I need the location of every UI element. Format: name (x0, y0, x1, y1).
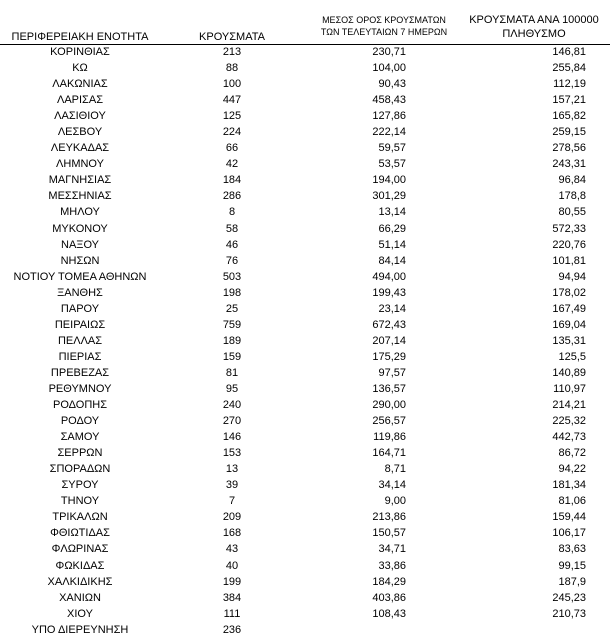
cases-cell: 39 (225, 479, 239, 492)
rate-per-100k-cell: 135,31 (552, 334, 586, 347)
table-row (0, 541, 615, 557)
table-row (0, 381, 615, 397)
rate-per-100k-cell: 255,84 (552, 62, 586, 75)
header-cases: ΚΡΟΥΣΜΑΤΑ (199, 31, 265, 43)
region-cell: ΝΗΣΩΝ (60, 254, 100, 267)
cases-cell: 95 (225, 382, 239, 395)
cases-cell: 286 (222, 190, 242, 203)
seven-day-average-cell: 127,86 (372, 110, 406, 123)
region-cell: ΡΕΘΥΜΝΟΥ (48, 382, 112, 395)
seven-day-average-cell: 108,43 (372, 607, 406, 620)
region-cell: ΜΑΓΝΗΣΙΑΣ (48, 174, 112, 187)
rate-per-100k-cell: 225,32 (552, 415, 586, 428)
header-cases-per-100k (458, 13, 610, 41)
cases-cell: 100 (222, 78, 242, 91)
seven-day-average-cell: 59,57 (378, 142, 406, 155)
table-row (0, 156, 615, 172)
table-row (0, 333, 615, 349)
rate-per-100k-cell: 442,73 (552, 431, 586, 444)
cases-cell: 447 (222, 94, 242, 107)
rate-per-100k-cell: 214,21 (552, 399, 586, 412)
table-row (0, 397, 615, 413)
header-avg-line2: ΤΩΝ ΤΕΛΕΥΤΑΙΩΝ 7 ΗΜΕΡΩΝ (320, 27, 448, 37)
seven-day-average-cell: 213,86 (372, 511, 406, 524)
table-row (0, 221, 615, 237)
table-row (0, 124, 615, 140)
table-row (0, 606, 615, 622)
region-cell: ΠΡΕΒΕΖΑΣ (50, 366, 110, 379)
cases-cell: 76 (225, 254, 239, 267)
cases-cell: 209 (222, 511, 242, 524)
seven-day-average-cell: 136,57 (372, 382, 406, 395)
region-cell: ΡΟΔΟΠΗΣ (52, 399, 108, 412)
rate-per-100k-cell: 112,19 (553, 78, 586, 91)
header-rate-line1: ΚΡΟΥΣΜΑΤΑ ΑΝΑ 100000 (469, 14, 599, 26)
rate-per-100k-cell: 169,04 (552, 318, 586, 331)
region-cell: ΛΑΚΩΝΙΑΣ (52, 78, 108, 91)
rate-per-100k-cell: 181,34 (552, 479, 586, 492)
seven-day-average-cell: 164,71 (372, 447, 406, 460)
cases-cell: 153 (222, 447, 242, 460)
region-cell: ΧΙΟΥ (67, 607, 93, 620)
rate-per-100k-cell: 125,5 (558, 350, 586, 363)
table-row (0, 301, 615, 317)
region-cell: ΝΑΞΟΥ (61, 238, 99, 251)
region-cell: ΠΕΛΛΑΣ (57, 334, 103, 347)
region-cell: ΡΟΔΟΥ (60, 415, 100, 428)
region-cell: ΝΟΤΙΟΥ ΤΟΜΕΑ ΑΘΗΝΩΝ (13, 270, 147, 283)
seven-day-average-cell: 494,00 (372, 270, 406, 283)
region-cell: ΜΥΚΟΝΟΥ (52, 222, 108, 235)
cases-cell: 13 (225, 463, 239, 476)
seven-day-average-cell: 175,29 (372, 350, 406, 363)
seven-day-average-cell: 84,14 (378, 254, 406, 267)
seven-day-average-cell: 256,57 (372, 415, 406, 428)
table-row (0, 285, 615, 301)
table-row (0, 429, 615, 445)
table-row (0, 92, 615, 108)
cases-cell: 236 (222, 623, 242, 636)
rate-per-100k-cell: 106,17 (552, 527, 586, 540)
rate-per-100k-cell: 83,63 (558, 543, 586, 556)
rate-per-100k-cell: 572,33 (552, 222, 586, 235)
rate-per-100k-cell: 86,72 (558, 447, 586, 460)
cases-cell: 58 (225, 222, 239, 235)
table-row (0, 525, 615, 541)
table-row (0, 188, 615, 204)
table-row (0, 477, 615, 493)
rate-per-100k-cell: 81,06 (558, 495, 586, 508)
region-cell: ΣΥΡΟΥ (61, 479, 99, 492)
table-row (0, 558, 615, 574)
region-cell: ΣΕΡΡΩΝ (57, 447, 103, 460)
table-row (0, 493, 615, 509)
region-cell: ΜΕΣΣΗΝΙΑΣ (48, 190, 112, 203)
table-row (0, 108, 615, 124)
region-cell: ΤΗΝΟΥ (60, 495, 100, 508)
rate-per-100k-cell: 80,55 (558, 206, 586, 219)
rate-per-100k-cell: 165,82 (552, 110, 586, 123)
table-row (0, 140, 615, 156)
seven-day-average-cell: 8,71 (384, 463, 406, 476)
cases-cell: 384 (222, 591, 242, 604)
table-row (0, 574, 615, 590)
cases-cell: 25 (225, 302, 239, 315)
region-cell: ΜΗΛΟΥ (60, 206, 100, 219)
table-row (0, 237, 615, 253)
cases-cell: 159 (222, 350, 242, 363)
table-row (0, 445, 615, 461)
cases-cell: 66 (225, 142, 239, 155)
cases-cell: 199 (222, 575, 242, 588)
table-row (0, 622, 615, 638)
table-row (0, 590, 615, 606)
cases-cell: 270 (222, 415, 242, 428)
region-cell: ΦΘΙΩΤΙΔΑΣ (50, 527, 110, 540)
rate-per-100k-cell: 159,44 (552, 511, 586, 524)
table-body (0, 44, 615, 638)
rate-per-100k-cell: 110,97 (553, 382, 586, 395)
seven-day-average-cell: 672,43 (372, 318, 406, 331)
region-cell: ΞΑΝΘΗΣ (57, 286, 103, 299)
table-row (0, 76, 615, 92)
rate-per-100k-cell: 157,21 (552, 94, 586, 107)
region-cell: ΛΑΡΙΣΑΣ (56, 94, 103, 107)
cases-cell: 189 (222, 334, 242, 347)
table-row (0, 269, 615, 285)
cases-cell: 224 (222, 126, 242, 139)
cases-cell: 46 (225, 238, 239, 251)
rate-per-100k-cell: 167,49 (552, 302, 586, 315)
region-cell: ΠΙΕΡΙΑΣ (58, 350, 102, 363)
table-row (0, 44, 615, 60)
cases-cell: 146 (222, 431, 242, 444)
seven-day-average-cell: 13,14 (378, 206, 406, 219)
cases-cell: 43 (225, 543, 239, 556)
cases-cell: 213 (222, 46, 242, 58)
region-cell: ΧΑΝΙΩΝ (59, 591, 101, 604)
header-rate-line2: ΠΛΗΘΥΣΜΟ (502, 28, 566, 40)
region-cell: ΛΕΥΚΑΔΑΣ (50, 142, 110, 155)
seven-day-average-cell: 53,57 (378, 158, 406, 171)
rate-per-100k-cell: 146,81 (552, 46, 586, 58)
table-row (0, 365, 615, 381)
cases-cell: 40 (225, 559, 239, 572)
region-cell: ΣΠΟΡΑΔΩΝ (49, 463, 111, 476)
rate-per-100k-cell: 187,9 (558, 575, 586, 588)
seven-day-average-cell: 403,86 (372, 591, 406, 604)
seven-day-average-cell: 9,00 (384, 495, 406, 508)
region-cell: ΛΗΜΝΟΥ (56, 158, 104, 171)
seven-day-average-cell: 51,14 (378, 238, 406, 251)
region-cell: ΦΩΚΙΔΑΣ (55, 559, 105, 572)
region-cell: ΦΛΩΡΙΝΑΣ (51, 543, 109, 556)
cases-cell: 198 (222, 286, 242, 299)
cases-cell: 503 (222, 270, 242, 283)
rate-per-100k-cell: 245,23 (552, 591, 586, 604)
region-cell: ΤΡΙΚΑΛΩΝ (52, 511, 108, 524)
seven-day-average-cell: 34,14 (378, 479, 406, 492)
seven-day-average-cell: 33,86 (378, 559, 406, 572)
table-row (0, 204, 615, 220)
seven-day-average-cell: 194,00 (372, 174, 406, 187)
rate-per-100k-cell: 101,81 (552, 254, 586, 267)
seven-day-average-cell: 119,86 (373, 431, 406, 444)
seven-day-average-cell: 184,29 (372, 575, 406, 588)
rate-per-100k-cell: 220,76 (552, 238, 586, 251)
rate-per-100k-cell: 99,15 (558, 559, 586, 572)
seven-day-average-cell: 23,14 (378, 302, 406, 315)
region-cell: ΥΠΟ ΔΙΕΡΕΥΝΗΣΗ (31, 623, 129, 636)
seven-day-average-cell: 66,29 (378, 222, 406, 235)
seven-day-average-cell: 199,43 (372, 286, 406, 299)
cases-cell: 168 (222, 527, 242, 540)
rate-per-100k-cell: 278,56 (552, 142, 586, 155)
table-row (0, 253, 615, 269)
table-row (0, 413, 615, 429)
header-seven-day-average (300, 14, 468, 38)
table-row (0, 317, 615, 333)
rate-per-100k-cell: 140,89 (552, 366, 586, 379)
region-cell: ΣΑΜΟΥ (60, 431, 100, 444)
seven-day-average-cell: 150,57 (372, 527, 406, 540)
table-row (0, 509, 615, 525)
cases-cell: 42 (225, 158, 239, 171)
region-cell: ΛΑΣΙΘΙΟΥ (54, 110, 106, 123)
cases-cell: 759 (222, 318, 242, 331)
region-cell: ΠΕΙΡΑΙΩΣ (54, 318, 106, 331)
rate-per-100k-cell: 178,8 (558, 190, 586, 203)
cases-cell: 240 (222, 399, 242, 412)
cases-cell: 111 (223, 607, 241, 620)
seven-day-average-cell: 222,14 (372, 126, 406, 139)
header-region: ΠΕΡΙΦΕΡΕΙΑΚΗ ΕΝΟΤΗΤΑ (11, 31, 149, 43)
cases-cell: 7 (228, 495, 236, 508)
cases-cell: 8 (228, 206, 236, 219)
cases-cell: 88 (225, 62, 239, 75)
seven-day-average-cell: 97,57 (378, 366, 406, 379)
header-avg-line1: ΜΕΣΟΣ ΟΡΟΣ ΚΡΟΥΣΜΑΤΩΝ (322, 15, 446, 25)
table-row (0, 349, 615, 365)
seven-day-average-cell: 90,43 (378, 78, 406, 91)
rate-per-100k-cell: 210,73 (552, 607, 586, 620)
region-cell: ΚΟΡΙΝΘΙΑΣ (50, 46, 110, 58)
seven-day-average-cell: 301,29 (372, 190, 406, 203)
cases-cell: 125 (222, 110, 242, 123)
seven-day-average-cell: 230,71 (372, 46, 406, 58)
region-cell: ΚΩ (72, 62, 88, 75)
seven-day-average-cell: 290,00 (372, 399, 406, 412)
rate-per-100k-cell: 178,02 (552, 286, 586, 299)
cases-cell: 184 (222, 174, 242, 187)
region-cell: ΠΑΡΟΥ (60, 302, 100, 315)
seven-day-average-cell: 207,14 (372, 334, 406, 347)
table-row (0, 461, 615, 477)
region-cell: ΛΕΣΒΟΥ (57, 126, 103, 139)
region-cell: ΧΑΛΚΙΔΙΚΗΣ (47, 575, 113, 588)
table-row (0, 172, 615, 188)
rate-per-100k-cell: 243,31 (552, 158, 586, 171)
table-row (0, 60, 615, 76)
cases-cell: 81 (225, 366, 239, 379)
rate-per-100k-cell: 96,84 (558, 174, 586, 187)
rate-per-100k-cell: 94,94 (558, 270, 586, 283)
rate-per-100k-cell: 259,15 (552, 126, 586, 139)
seven-day-average-cell: 34,71 (378, 543, 406, 556)
seven-day-average-cell: 458,43 (372, 94, 406, 107)
rate-per-100k-cell: 94,22 (558, 463, 586, 476)
seven-day-average-cell: 104,00 (372, 62, 406, 75)
